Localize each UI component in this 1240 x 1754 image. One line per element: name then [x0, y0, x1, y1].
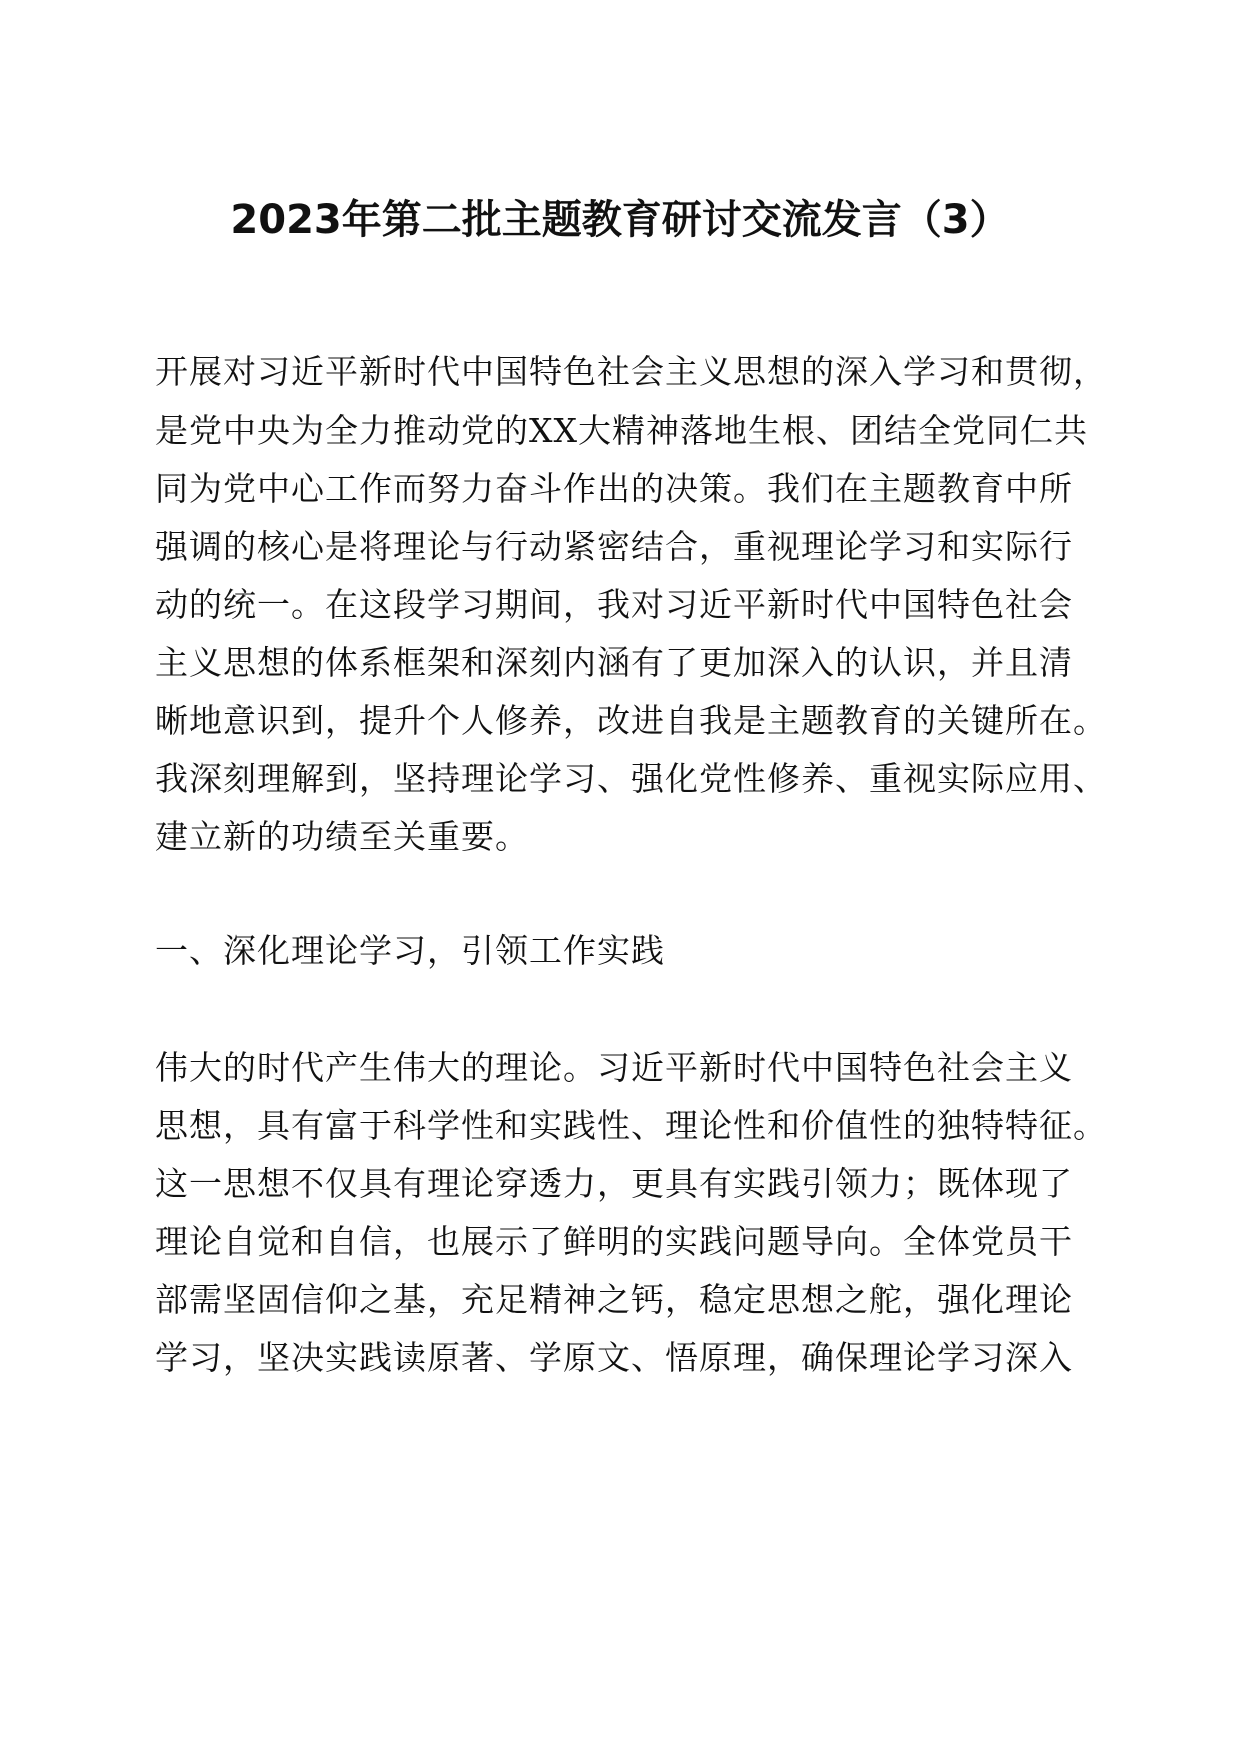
paragraph-line: 学习，坚决实践读原著、学原文、悟原理，确保理论学习深入: [155, 1338, 1073, 1377]
paragraph-line: 理论自觉和自信，也展示了鲜明的实践问题导向。全体党员干: [155, 1222, 1073, 1261]
paragraph-line: 晰地意识到，提升个人修养，改进自我是主题教育的关键所在。: [155, 701, 1107, 740]
section-heading: 一、深化理论学习，引领工作实践: [155, 931, 665, 970]
paragraph-line: 建立新的功绩至关重要。: [155, 817, 529, 856]
paragraph-line: 思想，具有富于科学性和实践性、理论性和价值性的独特特征。: [155, 1106, 1107, 1145]
paragraph-line: 同为党中心工作而努力奋斗作出的决策。我们在主题教育中所: [155, 469, 1073, 508]
paragraph-line: 是党中央为全力推动党的XX大精神落地生根、团结全党同仁共: [155, 411, 1088, 450]
paragraph-line: 这一思想不仅具有理论穿透力，更具有实践引领力；既体现了: [155, 1164, 1073, 1203]
paragraph-line: 我深刻理解到，坚持理论学习、强化党性修养、重视实际应用、: [155, 759, 1107, 798]
paragraph-line: 部需坚固信仰之基，充足精神之钙，稳定思想之舵，强化理论: [155, 1280, 1073, 1319]
paragraph-line: 主义思想的体系框架和深刻内涵有了更加深入的认识，并且清: [155, 643, 1073, 682]
paragraph-line: 动的统一。在这段学习期间，我对习近平新时代中国特色社会: [155, 585, 1073, 624]
paragraph-line: 开展对习近平新时代中国特色社会主义思想的深入学习和贯彻，: [155, 352, 1107, 391]
paragraph-line: 伟大的时代产生伟大的理论。习近平新时代中国特色社会主义: [155, 1048, 1073, 1087]
page-title: 2023年第二批主题教育研讨交流发言（3）: [230, 197, 1010, 243]
paragraph-line: 强调的核心是将理论与行动紧密结合，重视理论学习和实际行: [155, 527, 1073, 566]
